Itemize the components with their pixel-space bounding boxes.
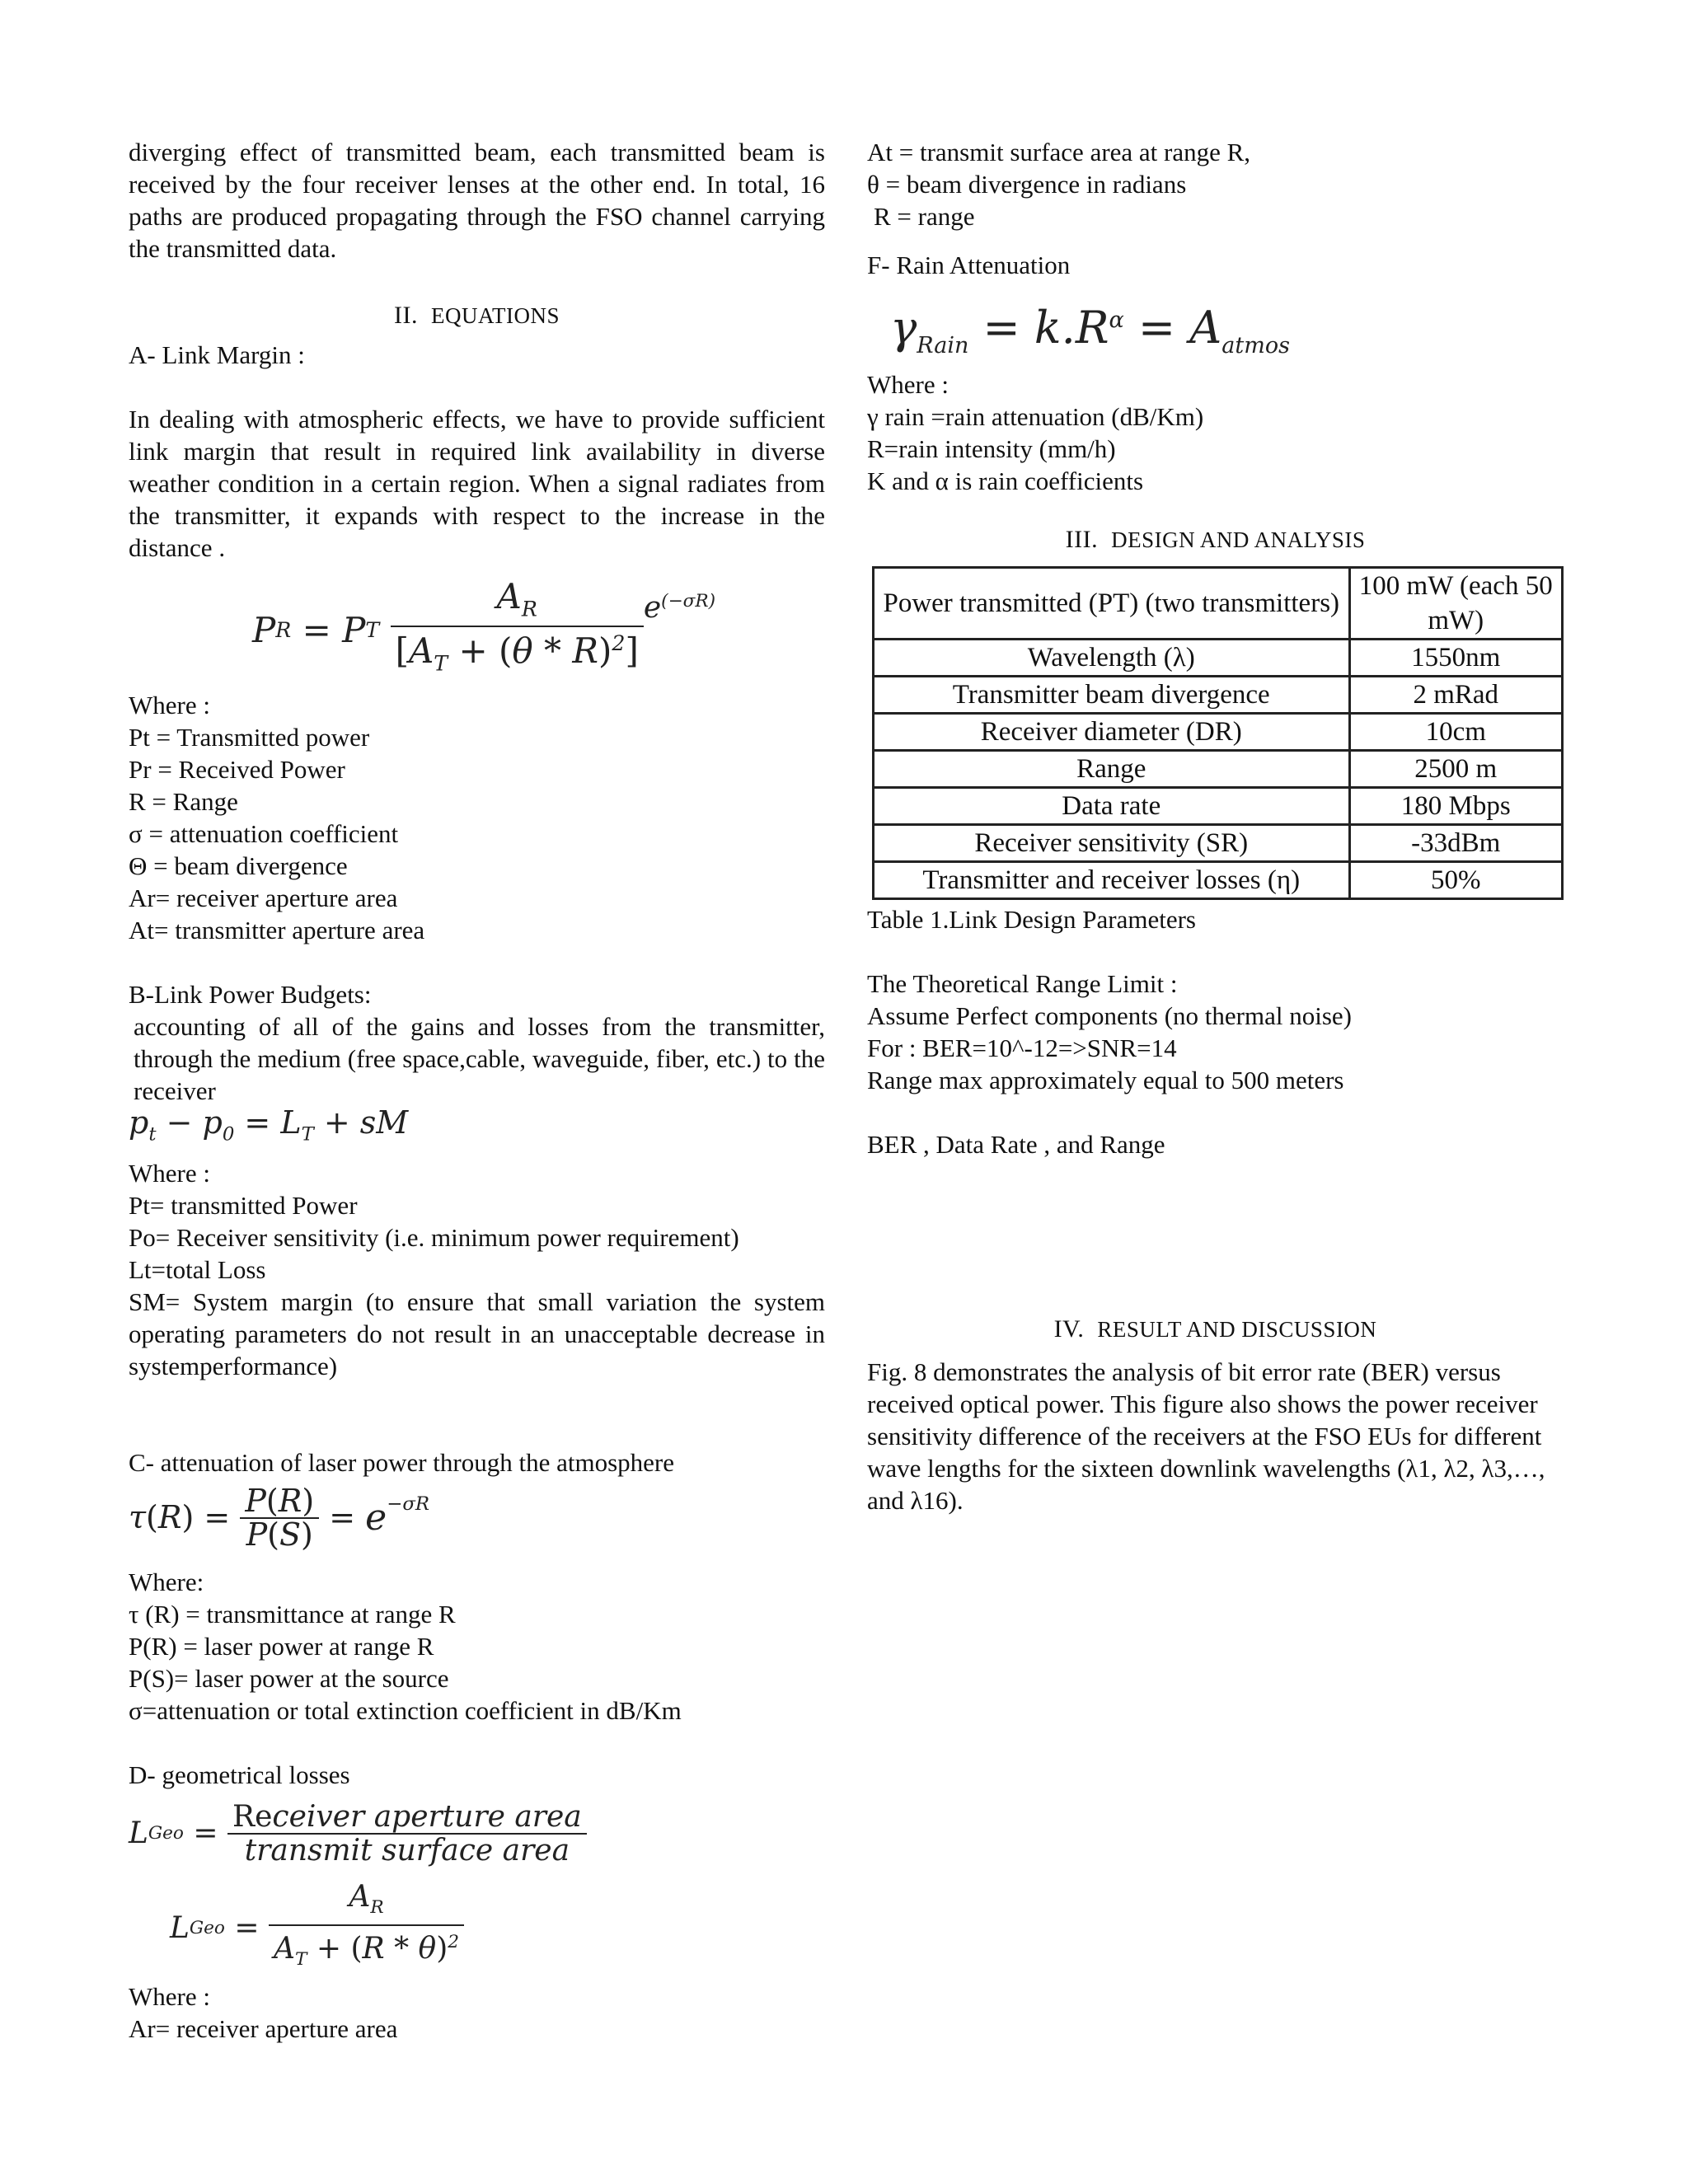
geometrical-heading: D- geometrical losses <box>129 1760 350 1789</box>
def-sigma: σ = attenuation coefficient <box>129 819 399 848</box>
ber-heading: BER , Data Rate , and Range <box>867 1130 1165 1159</box>
power-budget-where: Where : <box>129 1158 210 1188</box>
def-theta: Θ = beam divergence <box>129 851 348 880</box>
table-cell-value: 1550nm <box>1349 640 1563 677</box>
left-column <box>129 136 825 2045</box>
geometrical-where: Where : <box>129 1981 210 2011</box>
table-cell-param: Wavelength (λ) <box>874 640 1350 677</box>
def-theta-radians: θ = beam divergence in radians <box>867 170 1187 199</box>
table-cell-value: -33dBm <box>1349 825 1563 862</box>
def-gamma-rain: γ rain =rain attenuation (dB/Km) <box>867 402 1204 431</box>
def-rain-coefficients: K and α is rain coefficients <box>867 466 1144 495</box>
table-row <box>874 751 1563 788</box>
def-r: R = Range <box>129 787 238 816</box>
table-row <box>874 825 1563 862</box>
def-lt: Lt=total Loss <box>129 1254 266 1284</box>
table-cell-value: 2 mRad <box>1349 677 1563 714</box>
table-row <box>874 714 1563 751</box>
result-paragraph: Fig. 8 demonstrates the analysis of bit error rate (BER) versus received optical power. This figure also shows the power receiver sensitivity difference of the receivers at the FSO EUs for different wave lengths for the sixteen downlink wavelengths (λ1, λ2, λ3,…, and λ16). <box>867 1357 1545 1515</box>
atmosphere-heading: C- attenuation of laser power through the atmosphere <box>129 1447 674 1477</box>
def-at-range: At = transmit surface area at range R, <box>867 138 1251 166</box>
theory-ber: For : BER=10^-12=>SNR=14 <box>867 1033 1177 1062</box>
theory-assumption: Assume Perfect components (no thermal noise) <box>867 1001 1352 1030</box>
right-column <box>867 136 1564 1516</box>
def-pr-range: P(R) = laser power at range R <box>129 1631 434 1661</box>
table-cell-value: 180 Mbps <box>1349 788 1563 825</box>
table-cell-param: Transmitter and receiver losses (η) <box>874 862 1350 899</box>
table-cell-param: Receiver sensitivity (SR) <box>874 825 1350 862</box>
table-cell-param: Data rate <box>874 788 1350 825</box>
atmosphere-where: Where: <box>129 1567 204 1596</box>
table-cell-param: Power transmitted (PT) (two transmitters) <box>874 568 1350 640</box>
def-ps: P(S)= laser power at the source <box>129 1663 449 1693</box>
power-budget-paragraph: accounting of all of the gains and losses from the transmitter, through the medium (free space,cable, waveguide, fiber, etc.) to the receiver <box>134 1012 825 1105</box>
table-cell-param: Range <box>874 751 1350 788</box>
rain-where: Where : <box>867 370 949 399</box>
def-po: Po= Receiver sensitivity (i.e. minimum power requirement) <box>129 1222 739 1252</box>
def-ar-geo: Ar= receiver aperture area <box>129 2013 398 2043</box>
link-margin-where: Where : <box>129 691 210 719</box>
def-range: R = range <box>874 202 975 231</box>
equation-geo-loss-words: L Geo = $\frac{\text{Receiver aperture area}}{\text{transmit surface area}}$ <box>129 1791 825 1877</box>
equation-rain-attenuation: $\gamma_{Rain} = k.R^\alpha = A_{atmos}$ <box>890 302 1290 359</box>
power-budget-heading: B-Link Power Budgets: <box>129 980 372 1009</box>
equation-transmittance: τ ( R ) = $\frac{P(R)}{P(S)}$ = e $^{-\sigma R}$ <box>129 1482 430 1553</box>
table-cell-value: 100 mW (each 50 mW) <box>1349 568 1563 640</box>
table-cell-value: 2500 m <box>1349 751 1563 788</box>
table-row <box>874 788 1563 825</box>
def-tau: τ (R) = transmittance at range R <box>129 1599 456 1629</box>
link-margin-heading: A- Link Margin : <box>129 340 305 369</box>
def-pt: Pt = Transmitted power <box>129 723 370 752</box>
equation-geo-loss: L Geo = $\frac{A_R}{A_T + (R * \theta)^2}$ <box>170 1880 825 1977</box>
rain-heading: F- Rain Attenuation <box>867 251 1071 279</box>
equation-power-budget: $p_t - p_0 = L_T$ + sM <box>129 1104 409 1146</box>
def-at: At= transmitter aperture area <box>129 916 425 944</box>
table-row <box>874 862 1563 899</box>
table-cell-value: 10cm <box>1349 714 1563 751</box>
link-margin-paragraph: In dealing with atmospheric effects, we have to provide sufficient link margin that result in required link availability in diverse weather condition in a certain region. When a signal radiates from the transmitter, it expands with respect to the increase in the distance . <box>129 405 825 562</box>
table-cell-param: Transmitter beam divergence <box>874 677 1350 714</box>
def-pr: Pr = Received Power <box>129 755 345 784</box>
table-caption: Table 1.Link Design Parameters <box>867 905 1196 934</box>
section-heading-design: III. DESIGN AND ANALYSIS <box>1065 526 1366 553</box>
equation-received-power: P R = P T $\frac{A_R}{[A_T + (\theta * R)^2]}$ $e^{(-\sigma R)}$ <box>252 576 716 675</box>
def-ar: Ar= receiver aperture area <box>129 883 398 912</box>
table-row <box>874 677 1563 714</box>
def-sigma-extinction: σ=attenuation or total extinction coefficient in dB/Km <box>129 1695 682 1725</box>
table-cell-param: Receiver diameter (DR) <box>874 714 1350 751</box>
table-row <box>874 640 1563 677</box>
section-heading-equations: II. EQUATIONS <box>394 302 560 329</box>
table-row <box>874 568 1563 640</box>
table-cell-value: 50% <box>1349 862 1563 899</box>
def-rain-intensity: R=rain intensity (mm/h) <box>867 434 1116 463</box>
section-heading-results: IV. RESULT AND DISCUSSION <box>1053 1315 1377 1343</box>
intro-paragraph: diverging effect of transmitted beam, each transmitted beam is received by the four receiver lenses at the other end. In total, 16 paths are produced propagating through the FSO channel carrying the transmitted data. <box>129 138 825 263</box>
def-sm: SM= System margin (to ensure that small variation the system operating parameters do not result in an unacceptable decrease in systemperformance) <box>129 1286 825 1380</box>
theory-range-max: Range max approximately equal to 500 meters <box>867 1066 1344 1094</box>
link-design-table <box>872 566 1564 900</box>
theory-heading: The Theoretical Range Limit : <box>867 969 1178 998</box>
def-pt-budget: Pt= transmitted Power <box>129 1190 358 1220</box>
